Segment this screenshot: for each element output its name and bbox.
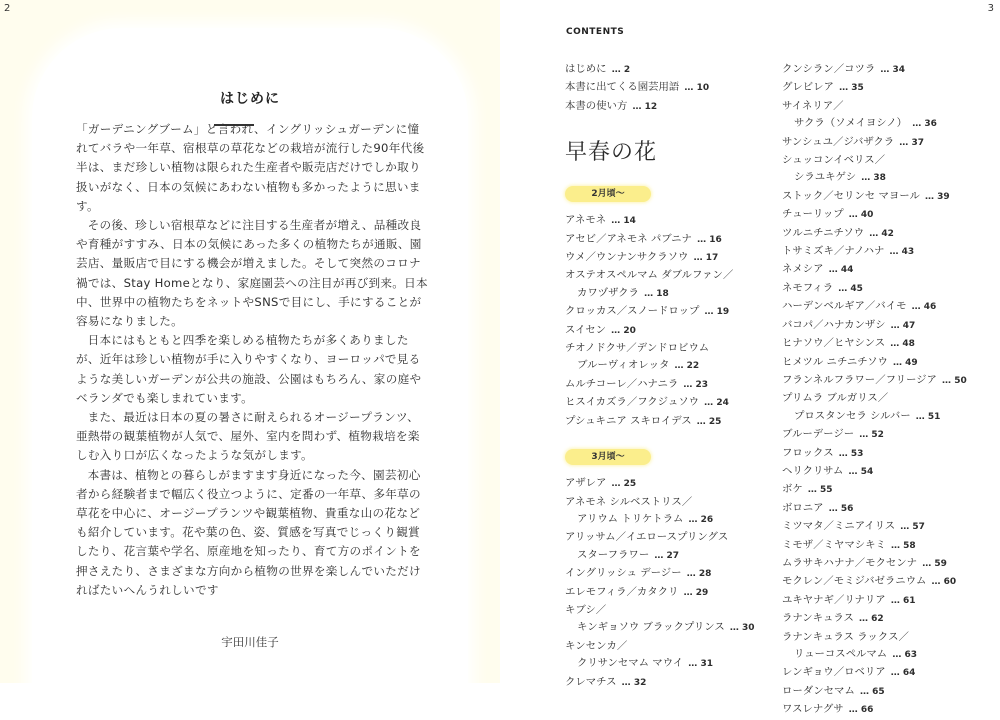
toc-entry[interactable] xyxy=(782,500,992,518)
season-label-badge: 2月頃〜 xyxy=(565,186,651,202)
toc-entry[interactable] xyxy=(782,390,992,407)
toc-entry-page: … 63 xyxy=(889,650,917,660)
toc-entry[interactable] xyxy=(782,426,992,444)
toc-entry-title: カワヅザクラ xyxy=(577,286,639,299)
left-page xyxy=(0,0,500,683)
section-title: 早春の花 xyxy=(565,140,658,166)
toc-entry[interactable] xyxy=(782,61,992,79)
toc-entry-page: … 55 xyxy=(804,485,833,496)
toc-entry-title: ワスレナグサ xyxy=(782,703,844,716)
toc-entry[interactable] xyxy=(565,61,775,79)
toc-entry-page: … 24 xyxy=(701,398,729,409)
intro-paragraph-1: 「ガーデニングブーム」と言われ、イングリッシュガーデンに憧れてバラや一年草、宿根草の草花などの栽培が流行した90年代後半は、まだ珍しい植物は限られた生産者や販売店だけでしか取り扱いがなく、日本の気候にあわない植物も多かったように思います。 xyxy=(76,122,425,213)
toc-entry-title: サクラ（ソメイヨシノ） xyxy=(794,117,908,130)
toc-entry[interactable] xyxy=(782,243,992,261)
toc-entry-title: レンギョウ／ロベリア xyxy=(782,666,886,679)
toc-entry-page: … 52 xyxy=(856,430,884,441)
introduction-title: はじめに xyxy=(220,91,280,107)
toc-entry-page: … 26 xyxy=(685,514,714,525)
toc-entry[interactable] xyxy=(565,413,775,431)
toc-entry[interactable] xyxy=(565,376,775,394)
toc-entry-title: アザレア xyxy=(565,477,607,490)
toc-entry[interactable] xyxy=(782,664,992,682)
toc-entry[interactable] xyxy=(782,683,992,701)
toc-entry-title: クンシラン／コツラ xyxy=(782,63,876,75)
toc-entry[interactable] xyxy=(782,372,992,390)
toc-entry-page: … 29 xyxy=(680,587,709,598)
toc-entry-page: … 39 xyxy=(921,191,950,202)
toc-entry-title: クリサンセマム マウイ xyxy=(577,657,684,670)
toc-entry-title: ブルーヴィオレッタ xyxy=(577,359,670,372)
toc-entry-page: … 44 xyxy=(825,265,854,276)
toc-entry[interactable] xyxy=(565,267,775,284)
toc-column-2 xyxy=(782,61,992,720)
toc-entry-page: … 10 xyxy=(681,83,710,94)
toc-entry[interactable] xyxy=(782,445,992,463)
toc-entry-page: … 45 xyxy=(835,283,863,294)
toc-entry-page: … 34 xyxy=(877,65,906,75)
toc-entry-title: スイセン xyxy=(565,323,607,336)
toc-entry[interactable] xyxy=(782,646,992,664)
toc-entry-title: アセビ／アネモネ パブニナ xyxy=(565,232,692,245)
toc-entry[interactable] xyxy=(565,602,775,619)
toc-entry-title: オステオスペルマム ダブルファン／ xyxy=(565,269,734,282)
toc-entry[interactable] xyxy=(565,511,775,529)
toc-entry[interactable] xyxy=(782,261,992,279)
toc-entry-title: キンセンカ／ xyxy=(565,639,628,652)
toc-entry-page: … 14 xyxy=(608,216,636,227)
toc-entry-page: … 56 xyxy=(825,503,854,514)
toc-entry-title: ミツマタ／ミニアイリス xyxy=(782,520,896,533)
toc-entry-page: … 62 xyxy=(855,614,884,625)
toc-entry-page: … 66 xyxy=(845,705,874,716)
toc-entry-title: ブルーデージー xyxy=(782,428,855,441)
toc-entry-title: クロッカス／スノードロップ xyxy=(565,305,700,318)
toc-entry-page: … 50 xyxy=(938,375,967,386)
toc-entry[interactable] xyxy=(565,340,775,357)
toc-entry[interactable] xyxy=(565,249,775,267)
toc-entry-page: … 28 xyxy=(683,569,712,580)
toc-entry[interactable] xyxy=(782,98,992,115)
toc-entry[interactable] xyxy=(782,408,992,426)
toc-entry-title: ラナンキュラス ラックス／ xyxy=(782,630,909,643)
toc-entry-title: サイネリア／ xyxy=(782,99,844,112)
toc-entry[interactable] xyxy=(565,529,775,546)
toc-entry[interactable] xyxy=(782,115,992,133)
toc-entry-title: イングリッシュ デージー xyxy=(565,567,682,580)
toc-season-groups xyxy=(565,182,775,692)
toc-entry-title: ムラサキハナナ／モクセンナ xyxy=(782,556,918,569)
toc-entry-page: … 23 xyxy=(680,379,709,390)
toc-entry-title: ミモザ／ミヤマシキミ xyxy=(782,538,886,551)
toc-entry-page: … 2 xyxy=(608,65,631,75)
toc-entry-title: ヘリクリサム xyxy=(782,464,844,477)
toc-entry[interactable] xyxy=(782,573,992,591)
author-name: 宇田川佳子 xyxy=(221,635,279,649)
toc-entry[interactable] xyxy=(565,79,775,97)
toc-entry[interactable] xyxy=(782,188,992,206)
toc-entry-title: ストック／セリンセ マヨール xyxy=(782,189,920,202)
toc-entry-title: プシュキニア スキロイデス xyxy=(565,414,692,427)
toc-entry-title: ヒナソウ／ヒヤシンス xyxy=(782,337,886,350)
toc-entry[interactable] xyxy=(782,152,992,169)
toc-entry-page: … 32 xyxy=(618,677,647,688)
toc-entry-page: … 25 xyxy=(693,416,722,427)
toc-entry-page: … 19 xyxy=(701,307,730,318)
toc-entry-page: … 54 xyxy=(845,466,874,477)
toc-entry-title: サンシュユ／ジバザクラ xyxy=(782,135,895,148)
toc-entry-page: … 25 xyxy=(608,479,637,490)
toc-entry-title: ムルチコーレ／ハナニラ xyxy=(565,377,679,390)
toc-entry-page: … 51 xyxy=(912,411,941,422)
toc-entry-title: モクレン／モミジバゼラニウム xyxy=(782,575,927,588)
toc-entry-page: … 36 xyxy=(909,119,937,130)
toc-entry[interactable] xyxy=(565,565,775,583)
toc-entry[interactable] xyxy=(565,285,775,303)
toc-entry-page: … 42 xyxy=(866,228,894,239)
toc-entry-title: プリムラ ブルガリス／ xyxy=(782,392,889,405)
toc-entry-title: アネモネ xyxy=(565,214,607,227)
intro-paragraph-2: その後、珍しい宿根草などに注目する生産者が増え、品種改良や育種がすすみ、日本の気候にあった多くの植物たちが通販、園芸店、量販店で目にする機会が増えました。そして突然のコロナ禍では、Stay Homeとなり、家庭園芸への注目が再び到来。日本中、世界中の植物たちをネットやSNSで目にし、手にすることが容易になりました。 xyxy=(76,218,428,329)
intro-paragraph-3: 日本にはもともと四季を楽しめる植物たちが多くありましたが、近年は珍しい植物が手に入りやすくなり、ヨーロッパで見るような美しいガーデンが公共の施設、公園はもちろん、家の庭やベランダでも楽しまれています。 xyxy=(76,333,422,405)
toc-entry[interactable] xyxy=(565,212,775,230)
toc-entry-title: ヒメツル ニチニチソウ xyxy=(782,355,888,368)
toc-entry-title: ボロニア xyxy=(782,501,824,514)
intro-paragraph-4: また、最近は日本の夏の暑さに耐えられるオージープランツ、亜熱帯の観葉植物が人気で、屋外、室内を問わず、植物栽培を楽しむ入り口が広くなったような気がします。 xyxy=(76,410,420,463)
contents-heading: CONTENTS xyxy=(566,27,625,37)
toc-entry-title: シュッコンイベリス／ xyxy=(782,154,885,167)
toc-entry-title: ラナンキュラス xyxy=(782,612,854,625)
toc-entry-page: … 48 xyxy=(887,339,915,350)
toc-entry-title: エレモフィラ／カタクリ xyxy=(565,585,679,598)
toc-entry[interactable] xyxy=(782,592,992,610)
toc-entry[interactable] xyxy=(782,463,992,481)
toc-entry-page: … 53 xyxy=(835,448,864,459)
toc-entry-page: … 60 xyxy=(928,577,957,588)
toc-entry-title: ネモフィラ xyxy=(782,281,834,294)
toc-entry-title: ボケ xyxy=(782,483,803,496)
toc-entry[interactable] xyxy=(782,280,992,298)
toc-entry-page: … 35 xyxy=(835,83,864,94)
toc-entry[interactable] xyxy=(782,169,992,187)
toc-entry-title: ネメシア xyxy=(782,263,824,276)
toc-entry-title: ユキヤナギ／リナリア xyxy=(782,593,886,606)
toc-entry[interactable] xyxy=(565,475,775,493)
toc-entry[interactable] xyxy=(782,298,992,316)
toc-entry-page: … 38 xyxy=(858,173,886,184)
toc-entry[interactable] xyxy=(565,98,775,116)
toc-entry-page: … 30 xyxy=(726,623,755,634)
toc-entry-title: リューコスペルマム xyxy=(794,648,888,660)
introduction-body xyxy=(76,120,428,600)
toc-entry-title: キブシ／ xyxy=(565,603,607,616)
page-number-left: 2 xyxy=(4,3,11,14)
toc-entry-page: … 22 xyxy=(671,361,700,372)
toc-entry[interactable] xyxy=(782,79,992,97)
toc-entry[interactable] xyxy=(782,134,992,152)
toc-entry-title: フロックス xyxy=(782,446,834,459)
toc-entry-page: … 58 xyxy=(887,540,916,551)
toc-entry-page: … 12 xyxy=(629,101,658,112)
toc-entry[interactable] xyxy=(782,555,992,573)
introduction-card xyxy=(32,28,468,708)
toc-entry[interactable] xyxy=(782,701,992,719)
toc-entry-title: バコパ／ハナカンザシ xyxy=(782,318,886,331)
toc-entry[interactable] xyxy=(782,518,992,536)
toc-entry-page: … 61 xyxy=(887,595,916,606)
toc-entry[interactable] xyxy=(565,394,775,412)
toc-entry-title: 本書に出てくる園芸用語 xyxy=(565,81,680,94)
toc-entry-page: … 64 xyxy=(887,668,916,679)
group-spacer xyxy=(565,431,775,445)
intro-paragraph-5: 本書は、植物との暮らしがますます身近になった今、園芸初心者から経験者まで幅広く役立つように、定番の一年草、多年草の草花を中心に、オージープランツや観葉植物、貴重な山の花なども紹介しています。花や葉の色、姿、質感を写真でじっくり観賞したり、花言葉や学名、原産地を知ったり、育て方のポイントを押さえたり、さまざまな方向から植物の世界を楽しんでいただければたいへんうれしいです xyxy=(76,467,421,597)
toc-entry-page: … 43 xyxy=(886,247,915,258)
toc-entry[interactable] xyxy=(565,357,775,375)
toc-entry[interactable] xyxy=(782,610,992,628)
toc-entry[interactable] xyxy=(782,206,992,224)
toc-entry-title: キンギョソウ ブラックプリンス xyxy=(577,621,725,634)
toc-entry-title: アネモネ シルベストリス／ xyxy=(565,495,693,508)
toc-entry-title: チオノドクサ／デンドロビウム xyxy=(565,342,710,355)
toc-entry-page: … 59 xyxy=(919,558,947,569)
page-number-right: 3 xyxy=(987,3,994,14)
toc-entry-page: … 17 xyxy=(690,253,719,264)
toc-entry[interactable] xyxy=(782,629,992,646)
toc-entry-page: … 31 xyxy=(685,659,713,670)
toc-entry-title: グレビレア xyxy=(782,81,834,94)
toc-entry-title: チューリップ xyxy=(782,208,844,221)
toc-entry-title: アリウム トリケトラム xyxy=(577,512,684,525)
toc-column-1 xyxy=(565,61,775,692)
toc-entry-title: ハーデンベルギア／バイモ xyxy=(782,300,907,313)
toc-entry-page: … 57 xyxy=(897,522,925,533)
toc-entry[interactable] xyxy=(565,638,775,655)
toc-column-2-list xyxy=(782,61,992,720)
toc-entry[interactable] xyxy=(565,655,775,673)
toc-entry-page: … 37 xyxy=(896,137,924,148)
toc-entry-title: はじめに xyxy=(565,63,607,75)
toc-entry-page: … 65 xyxy=(856,686,885,697)
toc-entry[interactable] xyxy=(565,494,775,511)
toc-entry-page: … 27 xyxy=(651,550,680,561)
toc-entry[interactable] xyxy=(565,303,775,321)
toc-entry[interactable] xyxy=(782,354,992,372)
toc-entry-title: ローダンセマム xyxy=(782,684,855,697)
toc-entry[interactable] xyxy=(565,547,775,565)
toc-entry-page: … 40 xyxy=(845,210,874,221)
toc-entry-title: クレマチス xyxy=(565,675,617,688)
toc-entry-page: … 18 xyxy=(640,288,669,299)
toc-entry-page: … 46 xyxy=(908,302,937,313)
toc-entry[interactable] xyxy=(782,225,992,243)
toc-entry[interactable] xyxy=(565,322,775,340)
toc-entry-page: … 47 xyxy=(887,320,916,331)
toc-entry[interactable] xyxy=(565,584,775,602)
toc-entry[interactable] xyxy=(782,317,992,335)
toc-entry-title: ヒスイカズラ／フクジュソウ xyxy=(565,396,700,409)
toc-entry-title: 本書の使い方 xyxy=(565,99,628,112)
toc-entry-page: … 49 xyxy=(889,357,918,368)
toc-entry-title: アリッサム／イエロースプリングス xyxy=(565,531,729,544)
toc-entry-title: スターフラワー xyxy=(577,548,650,561)
toc-entry-title: ツルニチニチソウ xyxy=(782,226,865,239)
toc-entry-title: プロスタンセラ シルバー xyxy=(794,409,911,422)
toc-entry[interactable] xyxy=(565,231,775,249)
toc-entry-title: シラユキゲシ xyxy=(794,171,857,184)
toc-entry[interactable] xyxy=(782,335,992,353)
toc-entry[interactable] xyxy=(565,619,775,637)
toc-front-matter xyxy=(565,61,775,116)
toc-entry-title: ウメ／ウンナンサクラソウ xyxy=(565,251,689,264)
toc-entry-page: … 16 xyxy=(693,234,722,245)
toc-entry[interactable] xyxy=(782,481,992,499)
toc-entry-title: フランネルフラワー／フリージア xyxy=(782,373,937,386)
toc-entry[interactable] xyxy=(782,537,992,555)
season-label-badge: 3月頃〜 xyxy=(565,449,651,465)
toc-entry-title: トサミズキ／ナノハナ xyxy=(782,245,885,258)
toc-entry-page: … 20 xyxy=(608,325,636,336)
